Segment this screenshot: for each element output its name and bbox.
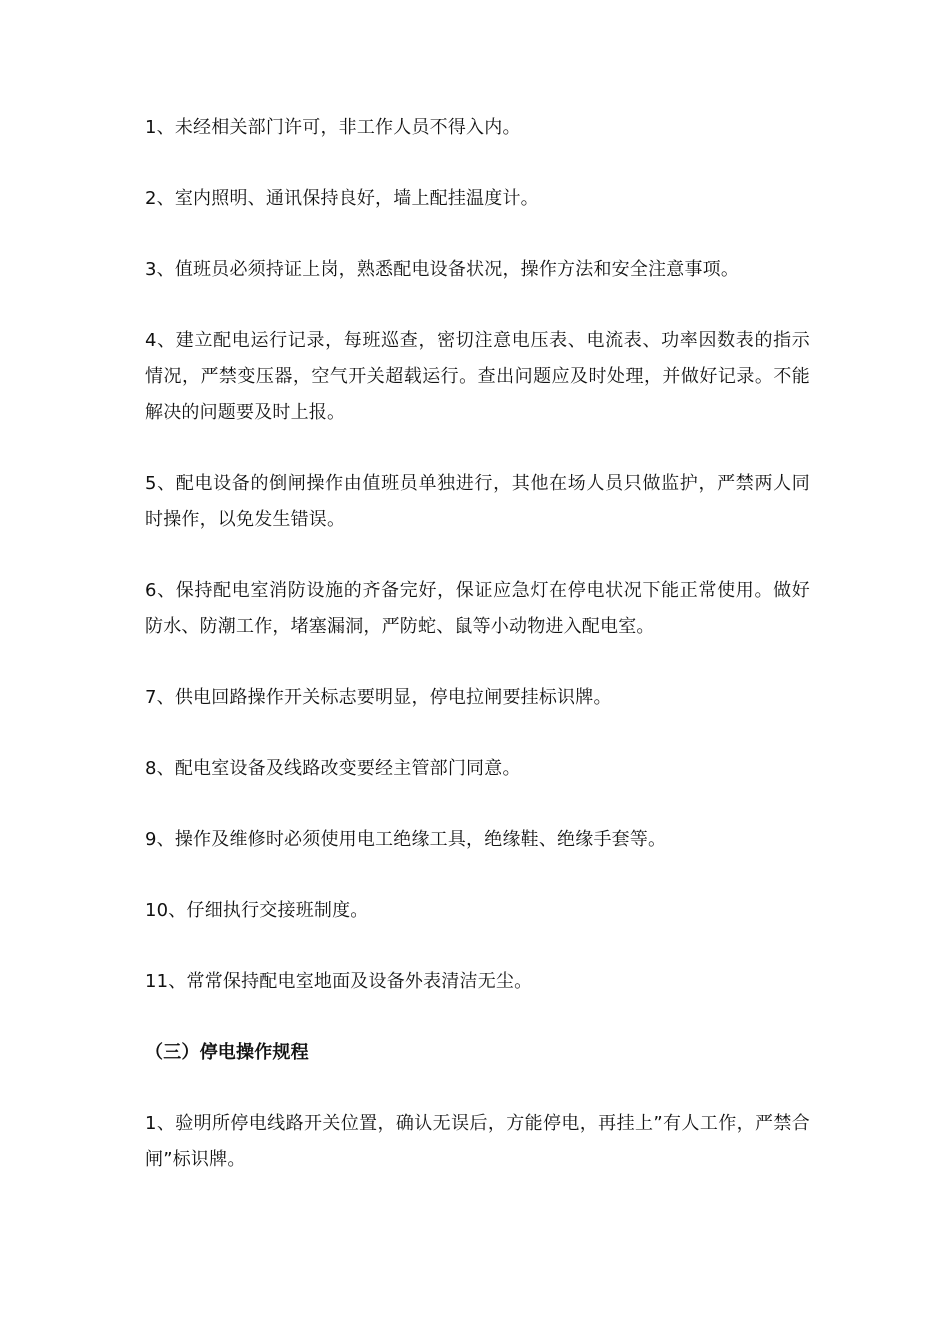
rule-item-5: 5、配电设备的倒闸操作由值班员单独进行，其他在场人员只做监护，严禁两人同时操作，以免发生错误。: [145, 473, 810, 530]
rule-item-4: 4、建立配电运行记录，每班巡查，密切注意电压表、电流表、功率因数表的指示情况，严禁变压器，空气开关超载运行。查出问题应及时处理，并做好记录。不能解决的问题要及时上报。: [145, 330, 810, 423]
section-heading: （三）停电操作规程: [145, 1042, 309, 1063]
rule-item-11: 11、常常保持配电室地面及设备外表清洁无尘。: [145, 971, 533, 992]
rule-item-6: 6、保持配电室消防设施的齐备完好，保证应急灯在停电状况下能正常使用。做好防水、防潮工作，堵塞漏洞，严防蛇、鼠等小动物进入配电室。: [145, 580, 810, 637]
document-body: [145, 110, 810, 1213]
rule-item-10: 10、仔细执行交接班制度。: [145, 900, 369, 921]
section-item-1: 1、验明所停电线路开关位置，确认无误后，方能停电，再挂上”有人工作，严禁合闸”标识牌。: [145, 1113, 810, 1170]
rule-item-8: 8、配电室设备及线路改变要经主管部门同意。: [145, 758, 521, 779]
rule-item-9: 9、操作及维修时必须使用电工绝缘工具，绝缘鞋、绝缘手套等。: [145, 829, 667, 850]
rule-item-1: 1、未经相关部门许可，非工作人员不得入内。: [145, 117, 521, 138]
rule-item-7: 7、供电回路操作开关标志要明显，停电拉闸要挂标识牌。: [145, 687, 612, 708]
rule-item-3: 3、值班员必须持证上岗，熟悉配电设备状况，操作方法和安全注意事项。: [145, 259, 740, 280]
rule-item-2: 2、室内照明、通讯保持良好，墙上配挂温度计。: [145, 188, 539, 209]
